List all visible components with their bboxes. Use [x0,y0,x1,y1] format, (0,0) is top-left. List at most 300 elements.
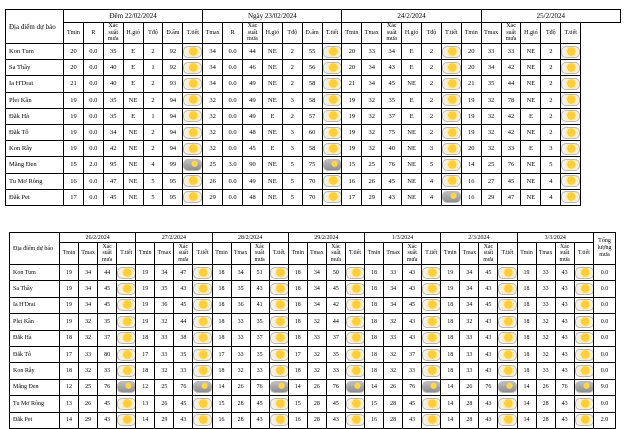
sun-cloud-icon [117,349,136,361]
sun-cloud-icon [422,267,441,279]
weather-cell [498,265,517,281]
col-header: Tđộ [143,23,163,44]
data-cell: 37 [326,330,345,346]
col-header: Xác suất mưa [103,23,123,44]
sun-cloud-icon [270,332,289,344]
data-cell: 80 [98,346,117,362]
data-cell: 0.0 [223,44,243,60]
data-cell: 35 [382,92,402,108]
sun-cloud-icon [270,349,289,361]
weather-cell [498,297,517,313]
data-cell: 0.0 [83,92,103,108]
data-cell: NE [402,141,422,157]
data-cell: E [123,108,143,124]
data-cell: 4 [541,173,561,189]
data-cell: 28 [231,412,250,428]
data-cell: 18 [288,330,307,346]
sun-cloud-icon [183,46,202,58]
data-cell: 14 [517,412,536,428]
data-cell: 19 [441,265,460,281]
data-cell: 0.0 [83,44,103,60]
data-cell: 0.0 [83,60,103,76]
sun-cloud-icon [561,143,580,155]
weather-cell [441,124,461,140]
weather-cell [574,396,593,412]
data-cell: 18 [288,363,307,379]
weather-cell [193,379,212,395]
col-header: R [83,23,103,44]
sun-cloud-icon [270,398,289,410]
col-header: Tđộ [541,23,561,44]
data-cell: 18 [441,346,460,362]
data-cell: 45 [250,396,269,412]
data-cell: 13 [136,396,155,412]
data-cell: NE [521,44,541,60]
weather-cell [193,265,212,281]
location-name: Măng Đen [10,379,60,395]
data-cell: 32 [79,314,98,330]
data-cell: 40 [382,141,402,157]
data-cell: 34 [362,60,382,76]
data-cell: 16 [461,189,481,205]
col-header: T.tiết [322,23,342,44]
data-cell: 14 [517,396,536,412]
data-cell: E [402,92,422,108]
weather-cell [574,314,593,330]
data-cell: 43 [555,412,574,428]
total-rain-cell: 0.0 [594,396,616,412]
data-cell: 0.0 [223,141,243,157]
data-cell: 32 [307,346,326,362]
weather-cell [498,314,517,330]
data-cell: 17 [136,346,155,362]
data-cell: 33 [536,363,555,379]
col-header: Tmin [60,243,79,265]
sun-cloud-icon [323,143,342,155]
data-cell: 16 [288,412,307,428]
data-cell: 95 [103,157,123,173]
data-cell: 94 [163,92,183,108]
weather-cell [345,330,364,346]
sun-cloud-icon [270,365,289,377]
data-cell: 43 [382,60,402,76]
weather-cell [183,124,203,140]
weather-cell [269,363,288,379]
location-name: Ia H'Drai [6,76,64,92]
data-cell: 44 [326,314,345,330]
period-header: 24/2/2024 [342,10,481,23]
data-cell: 34 [384,297,403,313]
rain-cloud-icon [422,381,441,393]
data-cell: 32 [384,314,403,330]
col-header: Đ.ẩm [163,23,183,44]
weather-cell [193,330,212,346]
weather-cell [561,124,581,140]
sun-cloud-icon [575,267,594,279]
weather-cell [498,412,517,428]
location-name: Tu Mơ Rông [10,396,60,412]
data-cell: 33 [79,346,98,362]
data-cell: 45 [98,281,117,297]
weather-cell [574,297,593,313]
data-cell: 76 [501,157,521,173]
data-cell: 14 [441,396,460,412]
weather-cell [117,396,136,412]
data-cell: 40 [103,76,123,92]
weather-cell [561,76,581,92]
weather-cell [422,314,441,330]
weather-cell [561,108,581,124]
weather-cell [422,297,441,313]
weather-cell [345,346,364,362]
data-cell: 34 [362,76,382,92]
sun-cloud-icon [193,414,212,426]
data-cell: 2 [422,60,442,76]
sun-cloud-icon [346,267,365,279]
data-cell: 19 [60,297,79,313]
sun-cloud-icon [575,332,594,344]
data-cell: 2 [143,141,163,157]
data-cell: 26 [203,173,223,189]
weather-cell [498,363,517,379]
data-cell: 28 [384,412,403,428]
data-cell: 0.0 [83,173,103,189]
table-row [6,44,621,60]
data-cell: 19 [64,92,84,108]
data-cell: 45 [243,141,263,157]
table-row [10,330,616,346]
data-cell: 2 [541,44,561,60]
sun-cloud-icon [575,414,594,426]
data-cell: 26 [231,379,250,395]
weather-cell [574,412,593,428]
sun-cloud-icon [442,175,461,187]
data-cell: 34 [460,281,479,297]
data-cell: 45 [382,173,402,189]
data-cell: 32 [203,92,223,108]
location-name: Đăk Pet [10,412,60,428]
data-cell: 32 [481,124,501,140]
total-rain-header: Tổng lượng mưa [594,233,616,265]
data-cell: 42 [103,141,123,157]
data-cell: 18 [365,281,384,297]
data-cell: 35 [98,314,117,330]
data-cell: 43 [555,330,574,346]
data-cell: 33 [403,363,422,379]
date-header: 28/2/2024 [212,233,288,243]
data-cell: 19 [342,124,362,140]
period-header: 25/2/2024 [481,10,620,23]
sun-cloud-icon [422,398,441,410]
total-rain-cell: 0.0 [594,346,616,362]
data-cell: 33 [460,346,479,362]
data-cell: 28 [307,396,326,412]
date-header: 27/2/2024 [136,233,212,243]
weather-cell [269,379,288,395]
data-cell: 12 [60,379,79,395]
table-row [6,173,621,189]
col-header: Tmax [307,243,326,265]
weather-cell [574,265,593,281]
data-cell: 33 [384,265,403,281]
data-cell: 48 [243,189,263,205]
data-cell: 32 [79,330,98,346]
weather-cell [183,92,203,108]
data-cell: 5 [143,173,163,189]
data-cell: 48 [243,124,263,140]
weather-cell [183,141,203,157]
data-cell: 0.0 [83,141,103,157]
sun-cloud-icon [193,398,212,410]
data-cell: 34 [203,44,223,60]
data-cell: 45 [403,297,422,313]
data-cell: 20 [461,44,481,60]
data-cell: 32 [362,141,382,157]
data-cell: 18 [365,265,384,281]
sun-cloud-icon [561,46,580,58]
sun-cloud-icon [346,398,365,410]
data-cell: 14 [461,157,481,173]
weather-cell [117,297,136,313]
period-header: Đêm 22/02/2024 [64,10,203,23]
data-cell: 43 [98,412,117,428]
data-cell: 2 [541,60,561,76]
data-cell: 3 [422,141,442,157]
data-cell: 18 [136,363,155,379]
weather-cell [441,189,461,205]
data-cell: 28 [231,396,250,412]
table-row [6,60,621,76]
sun-cloud-icon [498,349,517,361]
table-row [10,412,616,428]
weather-cell [193,363,212,379]
weather-cell [441,108,461,124]
data-cell: 0.0 [223,76,243,92]
data-cell: 49 [243,76,263,92]
weather-cell [269,281,288,297]
data-cell: 19 [60,265,79,281]
weather-cell [183,44,203,60]
rain-cloud-icon [270,381,289,393]
data-cell: 58 [302,76,322,92]
sun-cloud-icon [346,332,365,344]
data-cell: 21 [342,76,362,92]
data-cell: E [521,141,541,157]
data-cell: 34 [307,281,326,297]
data-cell: 43 [403,330,422,346]
weather-cell [322,108,342,124]
data-cell: 19 [342,141,362,157]
data-cell: 0.0 [223,124,243,140]
data-cell: 26 [362,173,382,189]
data-cell: 43 [479,363,498,379]
data-cell: 43 [479,346,498,362]
data-cell: NE [521,157,541,173]
data-cell: 92 [163,60,183,76]
col-header: Tmin [461,23,481,44]
data-cell: 4 [143,157,163,173]
sun-cloud-icon [561,62,580,74]
weather-cell [498,346,517,362]
sun-cloud-icon [193,316,212,328]
data-cell: E [262,141,282,157]
weather-cell [498,281,517,297]
data-cell: 28 [536,396,555,412]
data-cell: 37 [382,108,402,124]
data-cell: 3.0 [223,157,243,173]
weather-cell [117,330,136,346]
weather-cell [422,281,441,297]
data-cell: 44 [501,76,521,92]
data-cell: 32 [362,124,382,140]
col-header: Tmin [64,23,84,44]
data-cell: 70 [302,173,322,189]
data-cell: 18 [517,314,536,330]
data-cell: 33 [231,346,250,362]
col-header: T.tiết [269,243,288,265]
data-cell: 47 [174,265,193,281]
sun-cloud-icon [422,299,441,311]
sun-cloud-icon [117,398,136,410]
data-cell: 18 [441,330,460,346]
data-cell: 42 [326,297,345,313]
weather-cell [422,346,441,362]
data-cell: 45 [326,396,345,412]
data-cell: 76 [479,379,498,395]
weather-cell [269,265,288,281]
location-name: Sa Thầy [10,281,60,297]
data-cell: 2 [422,92,442,108]
table-row [6,108,621,124]
col-header: T.tiết [193,243,212,265]
col-header: Xác suất mưa [174,243,193,265]
data-cell: 33 [250,363,269,379]
data-cell: 58 [302,92,322,108]
data-cell: 19 [60,281,79,297]
data-cell: 20 [64,60,84,76]
data-cell: 34 [231,265,250,281]
data-cell: 2 [143,92,163,108]
data-cell: 93 [163,76,183,92]
weather-cell [561,60,581,76]
data-cell: 5 [541,157,561,173]
rain-cloud-icon [498,381,517,393]
data-cell: 35 [103,108,123,124]
sun-cloud-icon [498,267,517,279]
sun-cloud-icon [183,175,202,187]
data-cell: 75 [382,124,402,140]
col-header: Tmax [536,243,555,265]
col-header: Tmax [231,243,250,265]
data-cell: 0.0 [223,60,243,76]
data-cell: 15 [64,157,84,173]
data-cell: 32 [307,314,326,330]
data-cell: 57 [302,108,322,124]
data-cell: 32 [203,124,223,140]
weather-cell [269,412,288,428]
data-cell: 35 [155,281,174,297]
weather-cell [269,396,288,412]
data-cell: 92 [163,44,183,60]
data-cell: 99 [163,157,183,173]
col-header: Xác suất mưa [243,23,263,44]
data-cell: 18 [136,330,155,346]
data-cell: 32 [536,346,555,362]
data-cell: 76 [98,379,117,395]
col-header: H.gió [402,23,422,44]
data-cell: 18 [365,314,384,330]
sun-cloud-icon [422,332,441,344]
data-cell: 26 [384,379,403,395]
data-cell: 2 [541,76,561,92]
data-cell: 44 [98,265,117,281]
date-header: 3/3/2024 [517,233,594,243]
location-name: Kon Tum [6,44,64,60]
rain-cloud-icon [442,191,461,203]
data-cell: 43 [479,412,498,428]
weather-cell [117,346,136,362]
weather-cell [183,189,203,205]
col-header: Tmax [155,243,174,265]
data-cell: 13 [60,396,79,412]
sun-cloud-icon [346,365,365,377]
data-cell: 76 [326,379,345,395]
data-cell: 14 [441,412,460,428]
data-cell: 51 [250,265,269,281]
data-cell: 60 [302,124,322,140]
data-cell: 18 [365,346,384,362]
data-cell: E [521,108,541,124]
data-cell: 35 [231,281,250,297]
location-name: Tu Mơ Rông [6,173,64,189]
total-rain-cell: 0.0 [594,297,616,313]
total-rain-cell: 0.0 [594,363,616,379]
total-rain-cell: 2.0 [594,412,616,428]
data-cell: 32 [362,108,382,124]
data-cell: 19 [136,281,155,297]
weather-cell [117,379,136,395]
data-cell: 33 [536,297,555,313]
data-cell: NE [402,124,422,140]
weather-cell [117,281,136,297]
data-cell: 15 [288,396,307,412]
sun-cloud-icon [117,267,136,279]
weather-cell [441,92,461,108]
date-header: 1/3/2024 [365,233,441,243]
weather-cell [574,330,593,346]
weather-cell [117,314,136,330]
data-cell: 14 [212,379,231,395]
data-cell: 17 [64,189,84,205]
data-cell: 33 [98,363,117,379]
sun-cloud-icon [498,316,517,328]
data-cell: NE [402,157,422,173]
period-header: Ngày 23/02/2024 [203,10,342,23]
table-row [10,379,616,395]
col-header: T.tiết [422,243,441,265]
sun-cloud-icon [270,414,289,426]
data-cell: 4 [422,173,442,189]
sun-cloud-icon [270,283,289,295]
rain-cloud-icon [346,381,365,393]
data-cell: 78 [501,92,521,108]
data-cell: E [402,44,422,60]
data-cell: 33 [307,330,326,346]
data-cell: 18 [441,314,460,330]
data-cell: 43 [555,314,574,330]
data-cell: 37 [250,330,269,346]
data-cell: 25 [481,157,501,173]
